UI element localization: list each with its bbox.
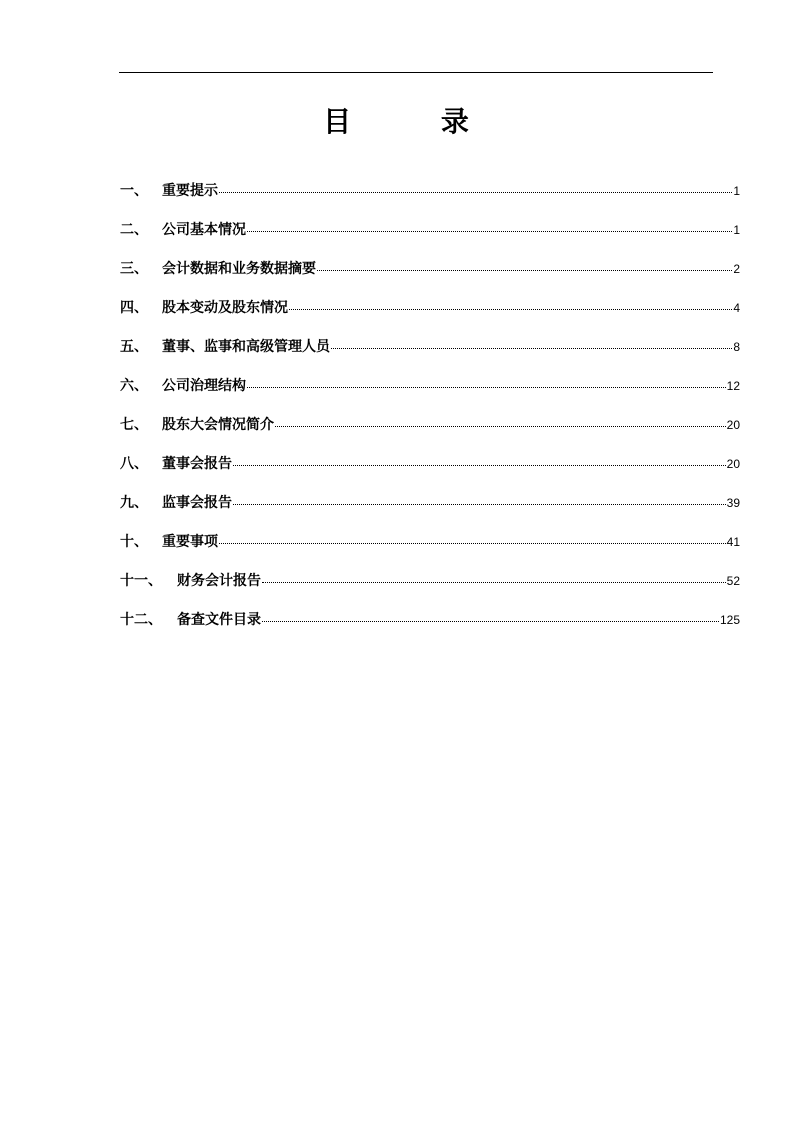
toc-dot-leader: [247, 231, 732, 232]
toc-dot-leader: [275, 426, 726, 427]
toc-entry-page: 4: [733, 301, 740, 315]
toc-dot-leader: [289, 309, 732, 310]
toc-entry-number: 九、: [120, 495, 148, 511]
toc-entry-supervisory-report[interactable]: [120, 492, 740, 531]
toc-entry-label: 重要提示: [162, 183, 218, 199]
toc-entry-label: 备查文件目录: [177, 612, 261, 628]
toc-entry-number: 一、: [120, 183, 148, 199]
toc-title: 目 录: [323, 105, 509, 138]
toc-entry-number: 八、: [120, 456, 148, 472]
toc-entry-page: 1: [733, 184, 740, 198]
toc-entry-page: 20: [726, 418, 740, 432]
toc-entry-reference-documents[interactable]: [120, 609, 740, 648]
toc-entry-board-report[interactable]: [120, 453, 740, 492]
toc-entry-number: 三、: [120, 261, 148, 277]
toc-entry-page: 1: [733, 223, 740, 237]
toc-entry-share-capital[interactable]: [120, 297, 740, 336]
toc-entry-label: 董事、监事和高级管理人员: [162, 339, 330, 355]
toc-dot-leader: [219, 543, 726, 544]
toc-entry-page: 125: [719, 613, 740, 627]
toc-entry-label: 股东大会情况简介: [162, 417, 274, 433]
toc-entry-label: 财务会计报告: [177, 573, 261, 589]
toc-entry-number: 四、: [120, 300, 148, 316]
toc-entry-financial-report[interactable]: [120, 570, 740, 609]
toc-entry-number: 十、: [120, 534, 148, 550]
toc-entry-significant-matters[interactable]: [120, 531, 740, 570]
toc-entry-page: 39: [726, 496, 740, 510]
toc-entry-number: 二、: [120, 222, 148, 238]
toc-dot-leader: [317, 270, 732, 271]
toc-entry-label: 董事会报告: [162, 456, 232, 472]
toc-entry-shareholders-meeting[interactable]: [120, 414, 740, 453]
toc-entry-label: 重要事项: [162, 534, 218, 550]
toc-entry-important-notice[interactable]: [120, 180, 740, 219]
toc-entry-number: 七、: [120, 417, 148, 433]
toc-entry-page: 12: [726, 379, 740, 393]
toc-entry-governance[interactable]: [120, 375, 740, 414]
toc-dot-leader: [233, 504, 726, 505]
header-rule: [119, 72, 713, 73]
toc-entry-page: 2: [733, 262, 740, 276]
table-of-contents: [120, 180, 740, 648]
toc-entry-label: 股本变动及股东情况: [162, 300, 288, 316]
toc-entry-page: 8: [733, 340, 740, 354]
toc-entry-directors[interactable]: [120, 336, 740, 375]
toc-dot-leader: [219, 192, 732, 193]
toc-entry-number: 十二、: [120, 612, 162, 628]
toc-dot-leader: [331, 348, 732, 349]
toc-entry-company-profile[interactable]: [120, 219, 740, 258]
toc-entry-page: 20: [726, 457, 740, 471]
toc-entry-number: 十一、: [120, 573, 162, 589]
toc-entry-accounting-data[interactable]: [120, 258, 740, 297]
toc-entry-page: 52: [726, 574, 740, 588]
toc-dot-leader: [233, 465, 726, 466]
toc-entry-label: 公司治理结构: [162, 378, 246, 394]
toc-entry-number: 五、: [120, 339, 148, 355]
toc-dot-leader: [262, 621, 719, 622]
toc-entry-page: 41: [726, 535, 740, 549]
toc-entry-label: 会计数据和业务数据摘要: [162, 261, 316, 277]
toc-dot-leader: [262, 582, 726, 583]
toc-entry-number: 六、: [120, 378, 148, 394]
toc-entry-label: 公司基本情况: [162, 222, 246, 238]
toc-dot-leader: [247, 387, 726, 388]
toc-entry-label: 监事会报告: [162, 495, 232, 511]
